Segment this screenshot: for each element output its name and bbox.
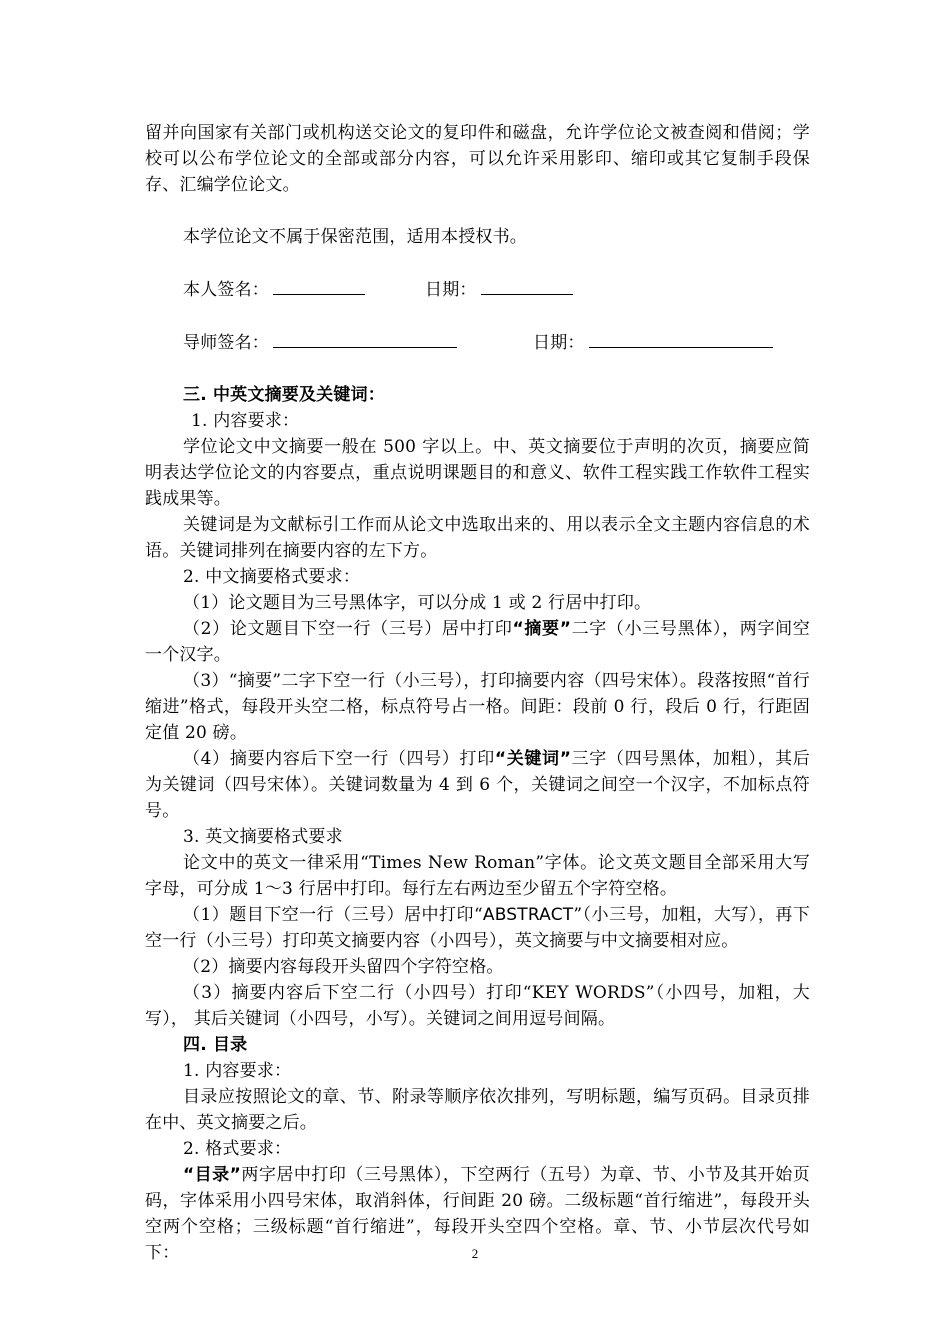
advisor-signature-line — [273, 329, 457, 348]
section3-english-format-label: 3. 英文摘要格式要求 — [183, 827, 343, 847]
english-rule-3: （3）摘要内容后下空二行（小四号）打印“KEY WORDS”（小四号，加粗，大写）， 其后关键词（小四号，小写）。关键词之间用逗号间隔。 — [145, 983, 810, 1029]
section3-content-label: 1. 内容要求： — [191, 411, 300, 431]
advisor-signature-row — [145, 329, 810, 356]
page-number: 2 — [471, 1246, 479, 1261]
english-rule-intro: 论文中的英文一律采用“Times New Roman”字体。论文英文题目全部采用大写字母，可分成 1～3 行居中打印。每行左右两边至少留五个字符空格。 — [145, 853, 810, 899]
confidential-statement: 本学位论文不属于保密范围，适用本授权书。 — [183, 227, 527, 247]
section3-paragraph-2: 关键词是为文献标引工作而从论文中选取出来的、用以表示全文主题内容信息的术语。关键词排列在摘要内容的左下方。 — [145, 515, 810, 561]
section4-content-label: 1. 内容要求： — [183, 1061, 292, 1081]
self-date-label: 日期： — [425, 280, 477, 300]
advisor-date-label: 日期： — [533, 333, 585, 353]
advisor-date-line — [589, 329, 773, 348]
advisor-signature-label: 导师签名： — [183, 333, 269, 353]
section3-paragraph-1: 学位论文中文摘要一般在 500 字以上。中、英文摘要位于声明的次页，摘要应简明表达学位论文的内容要点，重点说明课题目的和意义、软件工程实践工作软件工程实践成果等。 — [145, 437, 810, 509]
self-signature-line — [273, 276, 365, 295]
section3-heading: 三. 中英文摘要及关键词： — [183, 385, 385, 405]
abstract-term: “摘要” — [512, 619, 572, 639]
self-date-line — [481, 276, 573, 295]
english-rule-2: （2）摘要内容每段开头留四个字符空格。 — [183, 957, 504, 977]
chinese-rule-4: （4）摘要内容后下空一行（四号）打印“关键词”三字（四号黑体，加粗），其后为关键词（四号宋体）。关键词数量为 4 到 6 个，关键词之间空一个汉字，不加标点符号。 — [145, 749, 810, 821]
section4-format-label: 2. 格式要求： — [183, 1139, 292, 1159]
section3-chinese-format-label: 2. 中文摘要格式要求： — [183, 567, 361, 587]
section4-paragraph-1: 目录应按照论文的章、节、附录等顺序依次排列，写明标题，编写页码。目录页排在中、英文摘要之后。 — [145, 1087, 810, 1133]
abstract-english-term: ABSTRACT — [482, 905, 574, 925]
section4-paragraph-2: “目录”两字居中打印（三号黑体），下空两行（五号）为章、节、小节及其开始页码，字体采用小四号宋体，取消斜体，行间距 20 磅。二级标题“首行缩进”，每段开头空两个空格；三级标题“首行缩进”，每段开头空四个空格。章、节、小节层次代号如下： — [145, 1165, 810, 1263]
self-signature-row — [145, 276, 810, 303]
section4-heading: 四. 目录 — [183, 1035, 248, 1055]
chinese-rule-1: （1）论文题目为三号黑体字，可以分成 1 或 2 行居中打印。 — [183, 593, 652, 613]
document-body — [145, 120, 810, 1266]
chinese-rule-3: （3）“摘要”二字下空一行（小三号），打印摘要内容（四号宋体）。段落按照“首行缩进”格式，每段开头空二格，标点符号占一格。间距：段前 0 行，段后 0 行，行距固定值 20 磅。 — [145, 671, 810, 743]
keywords-term: “关键词” — [494, 749, 572, 769]
intro-paragraph: 留并向国家有关部门或机构送交论文的复印件和磁盘，允许学位论文被查阅和借阅；学校可以公布学位论文的全部或部分内容，可以允许采用影印、缩印或其它复制手段保存、汇编学位论文。 — [145, 123, 810, 195]
chinese-rule-2: （2）论文题目下空一行（三号）居中打印“摘要”二字（小三号黑体），两字间空一个汉字。 — [145, 619, 810, 665]
toc-term: “目录” — [183, 1165, 242, 1185]
self-signature-label: 本人签名： — [183, 280, 269, 300]
english-rule-1: （1）题目下空一行（三号）居中打印“ABSTRACT”（小三号，加粗，大写），再下空一行（小三号）打印英文摘要内容（小四号），英文摘要与中文摘要相对应。 — [145, 905, 810, 951]
